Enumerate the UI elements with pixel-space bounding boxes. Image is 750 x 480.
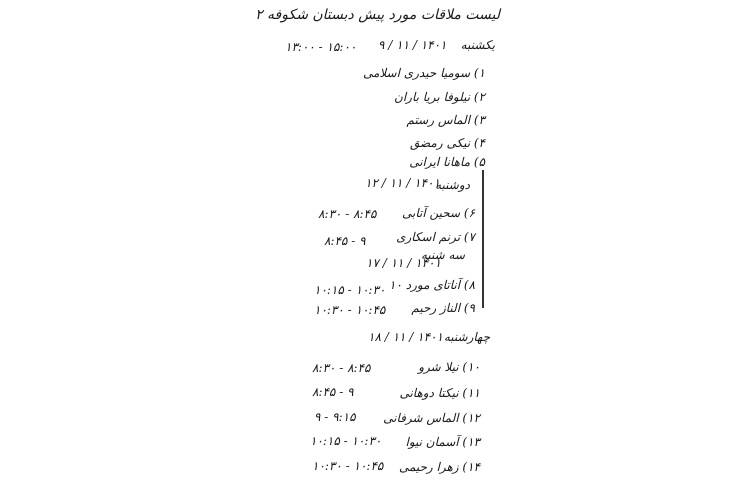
list-item-name: ۶) سحین آتابی <box>402 206 475 220</box>
list-item-name: ۹) الناز رحیم <box>411 301 475 315</box>
list-item: ۵) ماهانا ایرانی <box>409 155 485 169</box>
list-item: ۱) سومیا حیدری اسلامی <box>362 66 485 80</box>
list-item-name: ۸) آناتای مورد ۱۰ <box>389 278 475 292</box>
list-item-time: ۱۰:۱۵ - ۱۰:۳۰ <box>314 283 386 297</box>
day-date: ۱۲ / ۱۱ / ۱۴۰۱ <box>365 176 440 190</box>
list-item-time: ۸:۴۵ - ۹ <box>324 234 366 248</box>
day-name: سه شنبه <box>420 248 465 262</box>
list-item-name: ۷) ترنم اسکاری <box>396 230 475 244</box>
list-item-name: ۱۱) نیکتا دوهانی <box>399 386 480 400</box>
margin-line <box>482 170 484 308</box>
list-item: ۴) نیکی رمضق <box>410 136 485 150</box>
day-date: ۹ / ۱۱ / ۱۴۰۱ <box>378 38 447 52</box>
day-date: ۱۸ / ۱۱ / ۱۴۰۱ <box>368 330 443 344</box>
day-date: ۱۷ / ۱۱ / ۱۴۰۱ <box>366 256 441 270</box>
list-item-name: ۱۳) آسمان نیوا <box>405 435 480 449</box>
list-item: ۲) نیلوفا بریا باران <box>394 90 485 104</box>
list-item-name: ۱۴) زهرا رحیمی <box>398 460 480 474</box>
list-item-time: ۸:۳۰ - ۸:۴۵ <box>312 361 371 375</box>
list-item-time: ۱۰:۱۵ - ۱۰:۳۰ <box>310 434 382 448</box>
day-name: چهارشنبه <box>443 330 490 344</box>
list-item: ۳) الماس رستم <box>406 113 485 127</box>
day-time: ۱۳:۰۰ - ۱۵:۰۰ <box>285 40 357 54</box>
list-item-time: ۱۰:۳۰ - ۱۰:۴۵ <box>314 303 386 317</box>
list-item-time: ۱۰:۳۰ - ۱۰:۴۵ <box>312 459 384 473</box>
list-item-time: ۸:۴۵ - ۹ <box>312 385 354 399</box>
list-item-name: ۱۰) نیلا شرو <box>418 360 480 374</box>
list-item-time: ۸:۳۰ - ۸:۴۵ <box>318 207 377 221</box>
document-title: لیست ملاقات مورد پیش دبستان شکوفه ۲ <box>255 7 500 23</box>
list-item-time: ۹ - ۹:۱۵ <box>314 410 356 424</box>
day-name: دوشنبه <box>435 178 470 192</box>
list-item-name: ۱۲) الماس شرفانی <box>383 411 480 425</box>
day-name: یکشنبه <box>460 38 495 52</box>
